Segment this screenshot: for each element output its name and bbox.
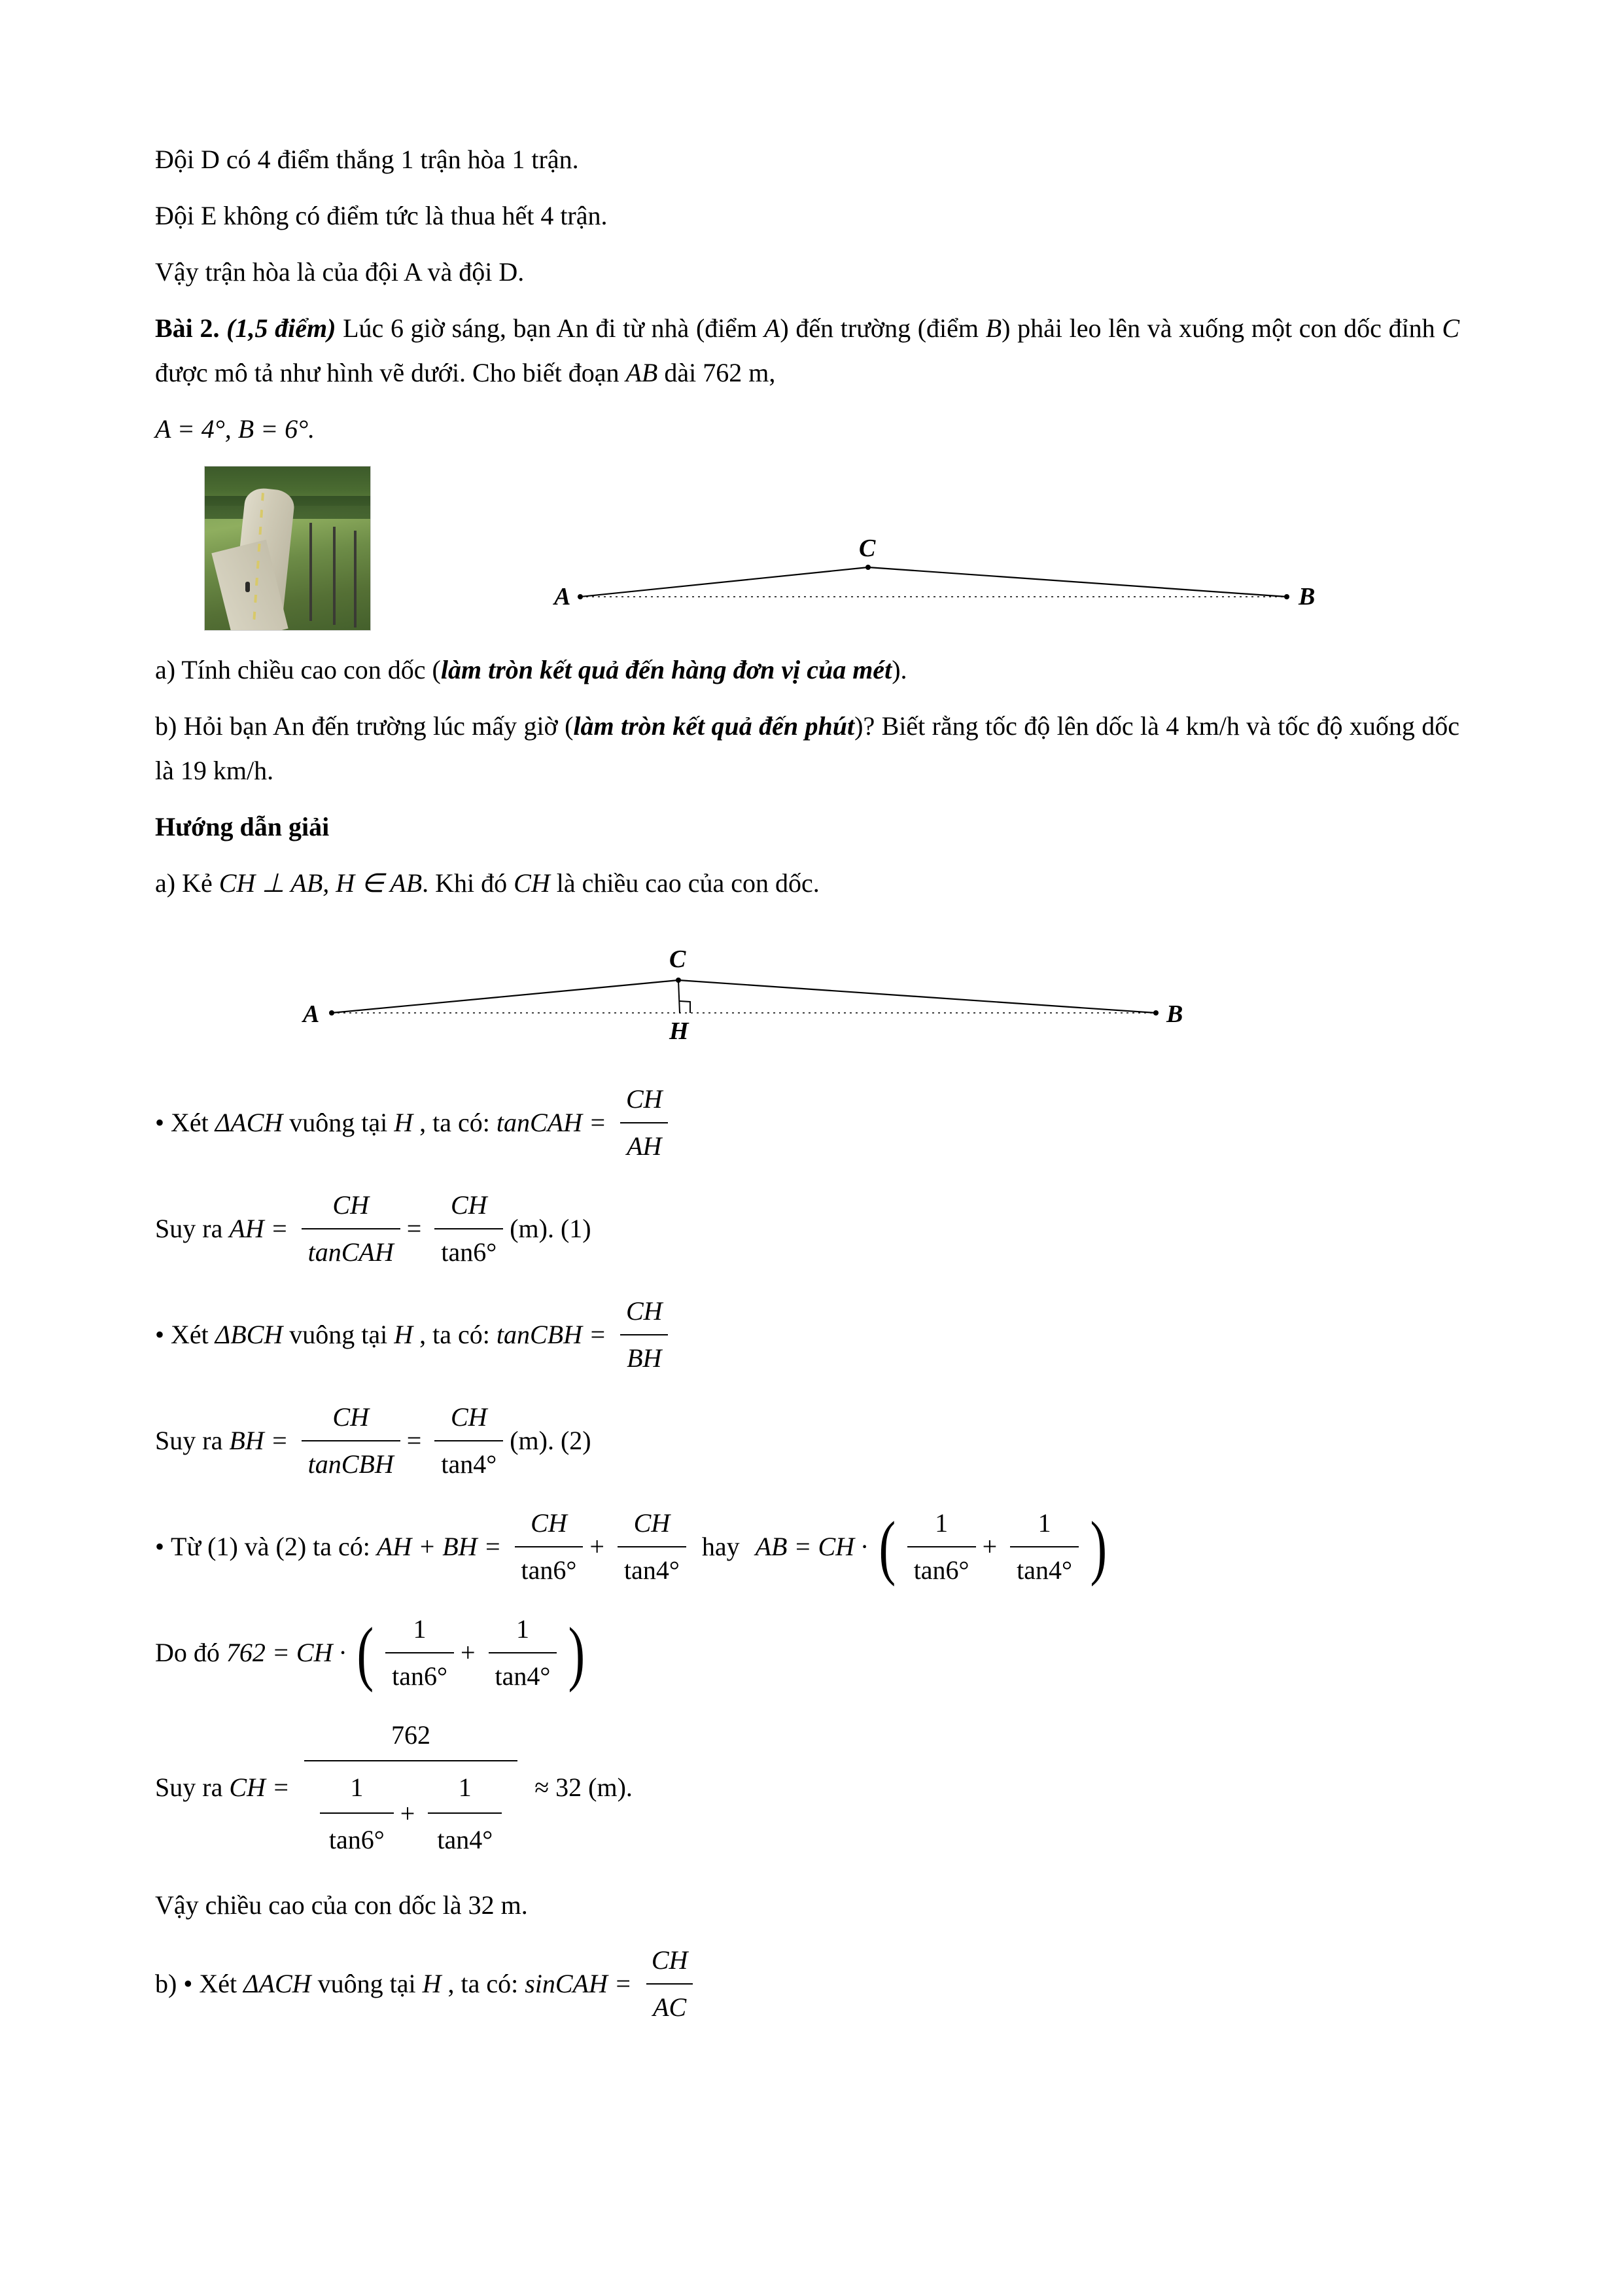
step-7-sub-fraction-2 [428, 1767, 502, 1861]
step-2-num-1: CH [332, 1190, 369, 1220]
figure-row [155, 466, 1459, 631]
question-b-italic: làm tròn kết quả đến phút [573, 711, 855, 741]
step-4-lhs: BH = [229, 1426, 288, 1455]
step-4-equals: = [406, 1426, 422, 1455]
photo-cyclist [245, 582, 250, 592]
step-1-numerator: CH [625, 1084, 663, 1114]
solution-a-prefix: a) Kẻ [155, 868, 213, 898]
solution-a-mid: . Khi đó [422, 868, 508, 898]
road-photo [204, 466, 371, 631]
problem-text-3: ) phải leo lên và xuống một con dốc đỉnh [1002, 313, 1435, 343]
step-7-complex-fraction [304, 1714, 517, 1861]
solution-a-intro [155, 861, 1459, 906]
step-4-den-2: tan4° [434, 1440, 503, 1485]
solution-heading: Hướng dẫn giải [155, 812, 330, 841]
step-7-tail: ≈ 32 (m). [534, 1773, 633, 1802]
step-5-num-4: 1 [1038, 1508, 1051, 1538]
step-5-paren-close: ) [1090, 1507, 1108, 1587]
question-a-prefix: a) Tính chiều cao con dốc ( [155, 655, 441, 684]
solution-a-expr2: CH [514, 868, 550, 898]
problem-points: (1,5 điểm) [226, 313, 336, 343]
step-1-bullet: • [155, 1108, 165, 1137]
step-2-num-2: CH [450, 1190, 487, 1220]
step-1 [155, 1078, 1459, 1167]
step-8-text-3: , ta có: [447, 1969, 519, 1998]
conclusion-line: Vậy chiều cao của con dốc là 32 m. [155, 1890, 528, 1920]
step-5-fraction-4 [1010, 1502, 1079, 1591]
step-5-plus-2: + [982, 1532, 998, 1561]
step-8 [155, 1939, 1459, 2028]
step-3-text-3: , ta có: [419, 1320, 490, 1349]
step-7 [155, 1714, 1459, 1861]
step-2-den-1: tanCAH [302, 1228, 400, 1273]
figure-1-svg [554, 466, 1316, 629]
step-4-fraction-1 [302, 1396, 400, 1485]
step-5 [155, 1502, 1459, 1591]
problem-text-4: được mô tả như hình vẽ dưới. Cho biết đoạn [155, 358, 620, 387]
step-1-triangle: ΔACH [215, 1108, 283, 1137]
step-7-denominator [304, 1760, 517, 1861]
step-6-num-1: 1 [413, 1614, 427, 1644]
step-5-text-1: Từ (1) và (2) ta có: [171, 1532, 370, 1561]
step-8-text-1: Xét [199, 1969, 237, 1998]
solution-a-expr1: CH ⊥ AB, H ∈ AB [218, 868, 423, 898]
step-7-sub-fraction-1 [320, 1767, 394, 1861]
step-1-text-1: Xét [171, 1108, 209, 1137]
step-6-paren-open: ( [357, 1613, 374, 1693]
intro-line-2: Đội E không có điểm tức là thua hết 4 trận. [155, 201, 608, 230]
figure1-label-A: A [554, 583, 571, 610]
step-5-rhs: AB = CH · [755, 1532, 868, 1561]
figure-1-wrapper [371, 466, 1459, 629]
step-3-bullet: • [155, 1320, 165, 1349]
step-8-triangle: ΔACH [243, 1969, 311, 1998]
step-1-h: H [394, 1108, 413, 1137]
step-8-prefix: b) • [155, 1969, 193, 1998]
step-8-text-2: vuông tại [317, 1969, 416, 1998]
problem-text-2: ) đến trường (điểm [780, 313, 979, 343]
step-6-fraction-1 [385, 1608, 454, 1697]
question-a-italic: làm tròn kết quả đến hàng đơn vị của mét [440, 655, 892, 684]
step-5-hay: hay [701, 1532, 740, 1561]
step-7-sub-num-1: 1 [350, 1773, 364, 1802]
intro-line-3: Vậy trận hòa là của đội A và đội D. [155, 257, 525, 287]
step-3 [155, 1290, 1459, 1379]
step-5-num-3: 1 [935, 1508, 949, 1538]
figure2-label-H: H [669, 1017, 689, 1045]
step-2-fraction-1 [302, 1184, 400, 1273]
step-5-num-1: CH [531, 1508, 567, 1538]
step-6-plus: + [460, 1638, 476, 1667]
step-4-tail: (m). (2) [510, 1426, 591, 1455]
step-5-plus: + [589, 1532, 604, 1561]
step-3-triangle: ΔBCH [215, 1320, 283, 1349]
step-8-h: H [422, 1969, 442, 1998]
step-2-fraction-2 [434, 1184, 503, 1273]
step-5-num-2: CH [633, 1508, 671, 1538]
problem-label: Bài 2. [155, 313, 220, 343]
step-3-lhs: tanCBH = [496, 1320, 606, 1349]
step-5-fraction-2 [618, 1502, 686, 1591]
photo-pole [333, 527, 336, 625]
step-2-equals: = [406, 1214, 422, 1243]
step-5-paren-open: ( [879, 1507, 896, 1587]
problem-var-b: B [985, 313, 1002, 343]
figure-1-diagram [554, 466, 1316, 629]
step-5-den-1: tan6° [515, 1546, 584, 1591]
step-5-lhs: AH + BH = [376, 1532, 502, 1561]
step-2-tail: (m). (1) [510, 1214, 591, 1243]
step-4-den-1: tanCBH [302, 1440, 400, 1485]
question-b-prefix: b) Hỏi bạn An đến trường lúc mấy giờ ( [155, 711, 574, 741]
step-2-den-2: tan6° [434, 1228, 503, 1273]
question-b-suffix: )? Biết rằng tốc độ lên dốc là 4 km/h và tốc độ xuống dốc là 19 km/h. [155, 711, 1460, 785]
step-7-text-1: Suy ra [155, 1773, 223, 1802]
step-7-sub-den-2: tan4° [428, 1812, 502, 1861]
step-4-num-2: CH [450, 1402, 487, 1432]
step-3-text-2: vuông tại [289, 1320, 388, 1349]
step-4-text-1: Suy ra [155, 1426, 223, 1455]
problem-var-c: C [1442, 313, 1460, 343]
step-7-lhs: CH = [229, 1773, 290, 1802]
step-3-h: H [394, 1320, 413, 1349]
step-8-lhs: sinCAH = [525, 1969, 632, 1998]
step-2 [155, 1184, 1459, 1273]
figure1-label-C: C [859, 535, 876, 562]
step-4 [155, 1396, 1459, 1485]
step-6-fraction-2 [489, 1608, 557, 1697]
problem-statement [155, 306, 1459, 395]
step-3-fraction [620, 1290, 669, 1379]
step-4-fraction-2 [434, 1396, 503, 1485]
step-8-fraction [645, 1939, 695, 2028]
problem-var-a: A [763, 313, 780, 343]
photo-pole [354, 531, 357, 627]
step-6-paren-close: ) [568, 1613, 585, 1693]
problem-var-ab: AB [625, 358, 658, 387]
step-1-denominator: AH [620, 1122, 668, 1167]
step-7-sub-plus: + [400, 1799, 415, 1828]
step-5-den-2: tan4° [618, 1546, 686, 1591]
step-5-fraction-1 [515, 1502, 584, 1591]
step-6-den-2: tan4° [489, 1652, 557, 1697]
question-a [155, 648, 1459, 692]
question-b [155, 704, 1459, 793]
problem-angles [155, 407, 1459, 451]
step-5-bullet: • [155, 1532, 165, 1561]
step-4-num-1: CH [332, 1402, 369, 1432]
intro-line-1: Đội D có 4 điểm thắng 1 trận hòa 1 trận. [155, 145, 579, 174]
question-a-suffix: ). [892, 655, 907, 684]
step-1-text-3: , ta có: [419, 1108, 490, 1137]
photo-pole [309, 523, 312, 621]
step-6-text-1: Do đó [155, 1638, 220, 1667]
figure-2-diagram [303, 928, 1183, 1052]
step-3-text-1: Xét [171, 1320, 209, 1349]
step-7-numerator: 762 [391, 1720, 431, 1750]
step-1-fraction [620, 1078, 669, 1167]
step-6 [155, 1608, 1459, 1697]
step-8-denominator: AC [646, 1983, 693, 2028]
problem-text-5: dài 762 m, [664, 358, 776, 387]
figure2-label-A: A [303, 1000, 320, 1028]
solution-a-suffix: là chiều cao của con dốc. [556, 868, 820, 898]
step-3-numerator: CH [625, 1296, 663, 1326]
figure2-label-B: B [1166, 1000, 1183, 1028]
figure1-label-B: B [1299, 583, 1316, 610]
step-7-sub-den-1: tan6° [320, 1812, 394, 1861]
step-5-den-4: tan4° [1010, 1546, 1079, 1591]
figure-2-svg [312, 928, 1176, 1052]
step-2-lhs: AH = [229, 1214, 288, 1243]
step-1-text-2: vuông tại [289, 1108, 388, 1137]
step-1-lhs: tanCAH = [496, 1108, 606, 1137]
step-8-numerator: CH [651, 1945, 688, 1975]
figure2-label-C: C [669, 945, 686, 973]
step-3-denominator: BH [620, 1334, 668, 1379]
step-6-num-2: 1 [515, 1614, 529, 1644]
step-6-den-1: tan6° [385, 1652, 454, 1697]
step-5-fraction-3 [907, 1502, 976, 1591]
problem-text-1: Lúc 6 giờ sáng, bạn An đi từ nhà (điểm [343, 313, 758, 343]
step-2-text-1: Suy ra [155, 1214, 223, 1243]
step-6-lhs: 762 = CH · [226, 1638, 346, 1667]
step-5-den-3: tan6° [907, 1546, 976, 1591]
angle-values: A = 4°, B = 6°. [155, 414, 315, 444]
step-7-sub-num-2: 1 [458, 1773, 472, 1802]
